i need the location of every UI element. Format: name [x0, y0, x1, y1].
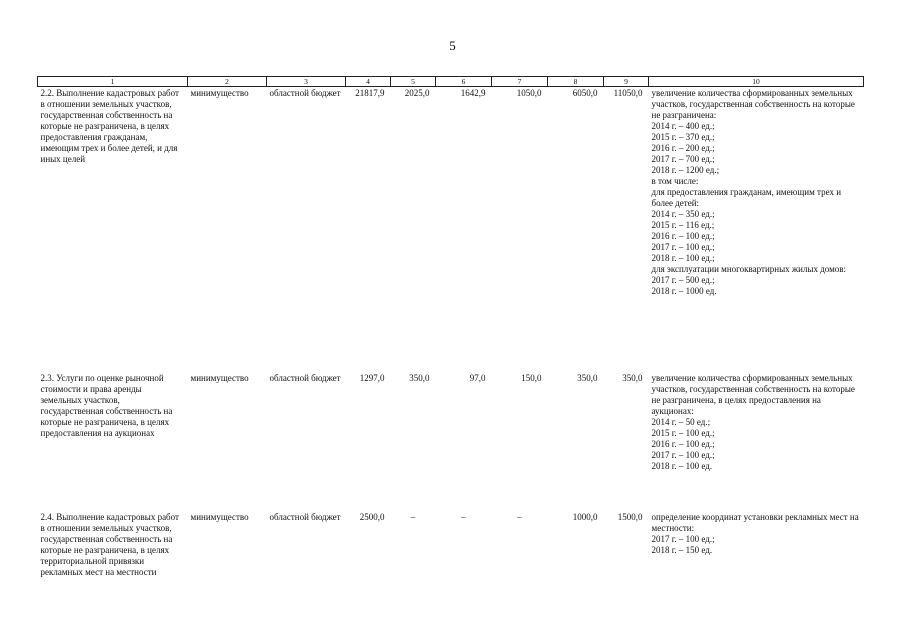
column-number: 5: [391, 77, 436, 87]
executor: минимущество: [190, 512, 249, 522]
total-amount: 1297,0: [359, 373, 385, 383]
executor: минимущество: [190, 373, 249, 383]
amount-2016: –: [517, 512, 522, 522]
expected-result: увеличение количества сформированных земельных участков, государственная собственность на которые не разграничена: 2014 г. – 400 ед.; 2015 г. – 370 ед.; 2016 г. – 200 ед.; 2017 г. – 700 ед.; 2018 г. – 1200 ед.; в том числе: для предоставления гражданам, имеющим трех и более детей: 2014 г. – 350 ед.; 2015 г. – 116 ед.; 2016 г. – 100 ед.; 2017 г. – 100 ед.; 2018 г. – 100 ед.; для эксплуатации многоквартирных жилых домов: 2017 г. – 500 ед.; 2018 г. – 1000 ед.: [651, 88, 855, 296]
amount-2017: 1000,0: [572, 512, 598, 522]
table-row: [38, 87, 864, 373]
amount-2017: 350,0: [577, 373, 598, 383]
executor: минимущество: [190, 88, 249, 98]
program-table: [37, 76, 864, 586]
funding-source: областной бюджет: [269, 512, 341, 522]
column-number: 7: [492, 77, 548, 87]
amount-2015: 1642,9: [460, 88, 486, 98]
amount-2016: 150,0: [521, 373, 542, 383]
column-number: 2: [188, 77, 267, 87]
column-number: 8: [548, 77, 604, 87]
amount-2014: –: [410, 512, 416, 522]
column-number: 3: [267, 77, 346, 87]
amount-2017: 6050,0: [572, 88, 598, 98]
item-name: 2.4. Выполнение кадастровых работ в отношении земельных участков, государственная собственность на которые не разграничена, в целях территориальной привязки рекламных мест на местности: [40, 512, 179, 577]
item-name: 2.3. Услуги по оценке рыночной стоимости и права аренды земельных участков, государственная собственность на которые не разграничена, в целях предоставления на аукционах: [40, 373, 173, 438]
funding-source: областной бюджет: [269, 373, 341, 383]
table-row: [38, 511, 864, 586]
amount-2015: –: [461, 512, 466, 522]
amount-2015: 97,0: [469, 373, 486, 383]
expected-result: увеличение количества сформированных земельных участков, государственная собственность на которые не разграничена, в целях предоставления на аукционах: 2014 г. – 50 ед.; 2015 г. – 100 ед.; 2016 г. – 100 ед.; 2017 г. – 100 ед.; 2018 г. – 100 ед.: [651, 373, 855, 471]
column-number: 6: [436, 77, 492, 87]
amount-2018: 350,0: [622, 373, 643, 383]
funding-source: областной бюджет: [269, 88, 341, 98]
total-amount: 2500,0: [359, 512, 385, 522]
expected-result: определение координат установки рекламных мест на местности: 2017 г. – 100 ед.; 2018 г. – 150 ед.: [651, 512, 859, 555]
total-amount: 21817,9: [355, 88, 385, 98]
table-row: [38, 372, 864, 511]
item-name: 2.2. Выполнение кадастровых работ в отношении земельных участков, государственная собственность на которые не разграничена, в целях предоставления гражданам, имеющим трех и более детей, и для иных целей: [40, 88, 179, 164]
amount-2018: 1500,0: [617, 512, 643, 522]
column-number: 10: [649, 77, 864, 87]
amount-2018: 11050,0: [613, 88, 643, 98]
column-number: 4: [346, 77, 391, 87]
column-number: 9: [604, 77, 649, 87]
column-number: 1: [38, 77, 188, 87]
column-number-row: [38, 77, 864, 87]
amount-2014: 2025,0: [404, 88, 430, 98]
page-number: 5: [449, 38, 456, 53]
amount-2016: 1050,0: [516, 88, 542, 98]
amount-2014: 350,0: [409, 373, 430, 383]
